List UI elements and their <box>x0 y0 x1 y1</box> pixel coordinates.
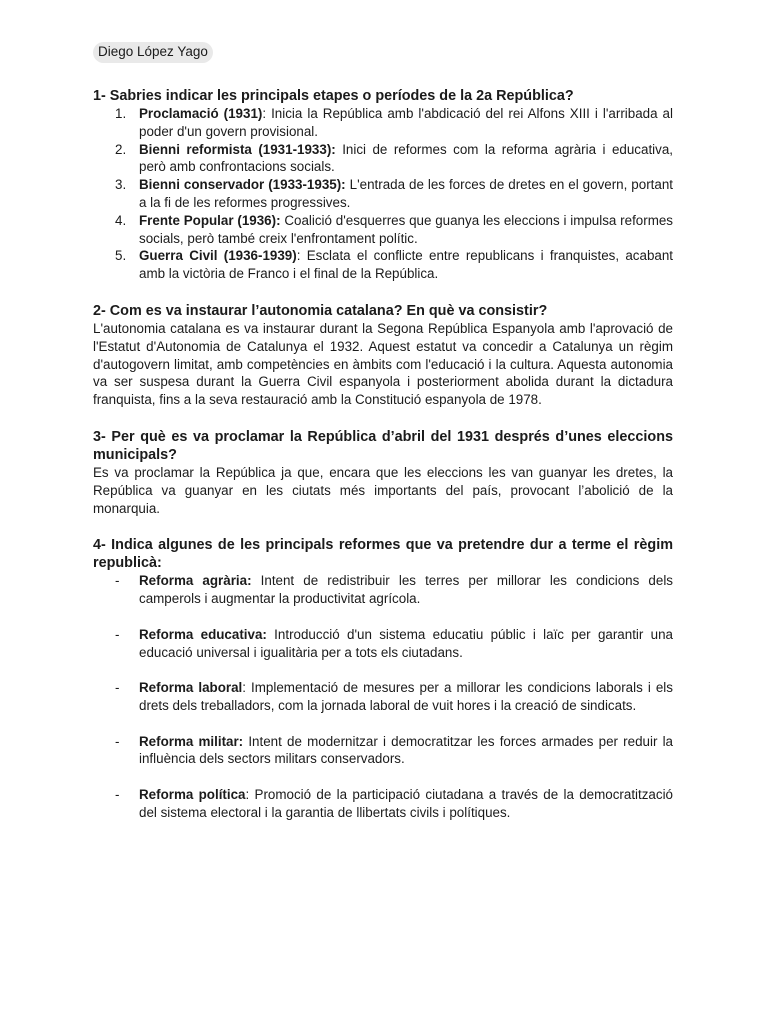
item-term: Bienni reformista (1931-1933): <box>139 141 336 157</box>
list-marker: 3. <box>115 177 127 193</box>
question-4-title: 4- Indica algunes de les principals reformes que va pretendre dur a terme el règim republicà: <box>93 537 673 572</box>
question-2-title: 2- Com es va instaurar l’autonomia catalana? En què va consistir? <box>93 302 548 319</box>
list-item <box>93 572 673 608</box>
item-text: Coalició d'esquerres que guanya les eleccions i impulsa reformes socials, però també creix l'enfrontament polític. <box>139 212 673 246</box>
list-marker: - <box>115 626 120 642</box>
stages-list <box>93 105 673 283</box>
list-marker: - <box>115 573 120 589</box>
list-item <box>93 105 673 141</box>
list-marker: 2. <box>115 141 127 157</box>
list-item <box>93 247 673 283</box>
item-text: L'entrada de les forces de dretes en el govern, portant a la fi de les reformes progressives. <box>139 177 673 210</box>
list-marker: 1. <box>115 106 127 121</box>
list-item <box>93 212 673 248</box>
item-term: Reforma laboral <box>139 680 243 696</box>
item-term: Reforma educativa: <box>139 626 267 642</box>
item-term: Guerra Civil (1936-1939) <box>139 248 297 264</box>
list-item <box>93 786 673 822</box>
question-1-title: 1- Sabries indicar les principals etapes o períodes de la 2a República? <box>93 88 574 104</box>
list-marker: - <box>115 786 120 802</box>
question-2-section <box>93 302 673 409</box>
question-4-section <box>93 536 673 821</box>
list-item <box>93 141 673 177</box>
item-term: Proclamació (1931) <box>139 106 263 121</box>
list-item <box>93 679 673 715</box>
list-marker: - <box>115 733 120 749</box>
item-text: Intent de modernitzar i democratitzar les forces armades per reduir la influència dels sectors militars conservadors. <box>139 733 673 767</box>
item-text: Intent de redistribuir les terres per millorar les condicions dels camperols i augmentar la productivitat agrícola. <box>139 573 673 607</box>
item-text: Introducció d'un sistema educatiu públic i laïc per garantir una educació universal i igualitària per a tots els ciutadans. <box>139 626 674 660</box>
question-3-title: 3- Per què es va proclamar la República d’abril del 1931 després d’unes eleccions municipals? <box>93 428 673 463</box>
list-item <box>93 626 673 662</box>
list-marker: 5. <box>115 248 127 264</box>
item-text: Inici de reformes com la reforma agrària i educativa, però amb confrontacions socials. <box>139 141 673 175</box>
item-term: Reforma agrària: <box>139 573 252 589</box>
question-1-section <box>93 87 673 283</box>
list-item <box>93 733 673 769</box>
item-text: : Promoció de la participació ciutadana a través de la democratització del sistema electoral i la garantia de llibertats civils i polítiques. <box>139 786 674 820</box>
list-marker: 4. <box>115 212 127 228</box>
list-marker: - <box>115 680 120 696</box>
reforms-list <box>93 572 673 821</box>
list-item <box>93 176 673 212</box>
item-term: Reforma militar: <box>139 733 244 749</box>
item-text: : Inicia la República amb l'abdicació del rei Alfons XIII i l'arribada al poder d'un govern provisional. <box>139 106 673 139</box>
item-term: Bienni conservador (1933-1935): <box>139 177 346 193</box>
item-text: : Esclata el conflicte entre republicans i franquistes, acabant amb la victòria de Franco i el final de la República. <box>139 248 673 282</box>
item-text: : Implementació de mesures per a millorar les condicions laborals i els drets dels treballadors, com la jornada laboral de vuit hores i la creació de sindicats. <box>139 680 673 713</box>
question-2-answer: L'autonomia catalana es va instaurar durant la Segona República Espanyola amb l'aprovació de l'Estatut d'Autonomia de Catalunya el 1932. Aquest estatut va concedir a Catalunya un règim d'autogovern limitat, amb competències en àmbits com l'educació i la cultura. Aquesta autonomia va ser suspesa durant la Guerra Civil espanyola i posteriorment abolida durant la dictadura franquista, fins a la seva restauració amb la Constitució espanyola de 1978. <box>93 320 673 408</box>
question-3-answer: Es va proclamar la República ja que, encara que les eleccions les van guanyar les dretes, la República va guanyar en les ciutats més importants del país, provocant l’abolició de la monarquia. <box>93 464 673 516</box>
item-term: Reforma política <box>139 786 246 802</box>
author-chip[interactable]: Diego López Yago <box>93 42 213 63</box>
question-3-section <box>93 428 673 517</box>
item-term: Frente Popular (1936): <box>139 212 281 228</box>
